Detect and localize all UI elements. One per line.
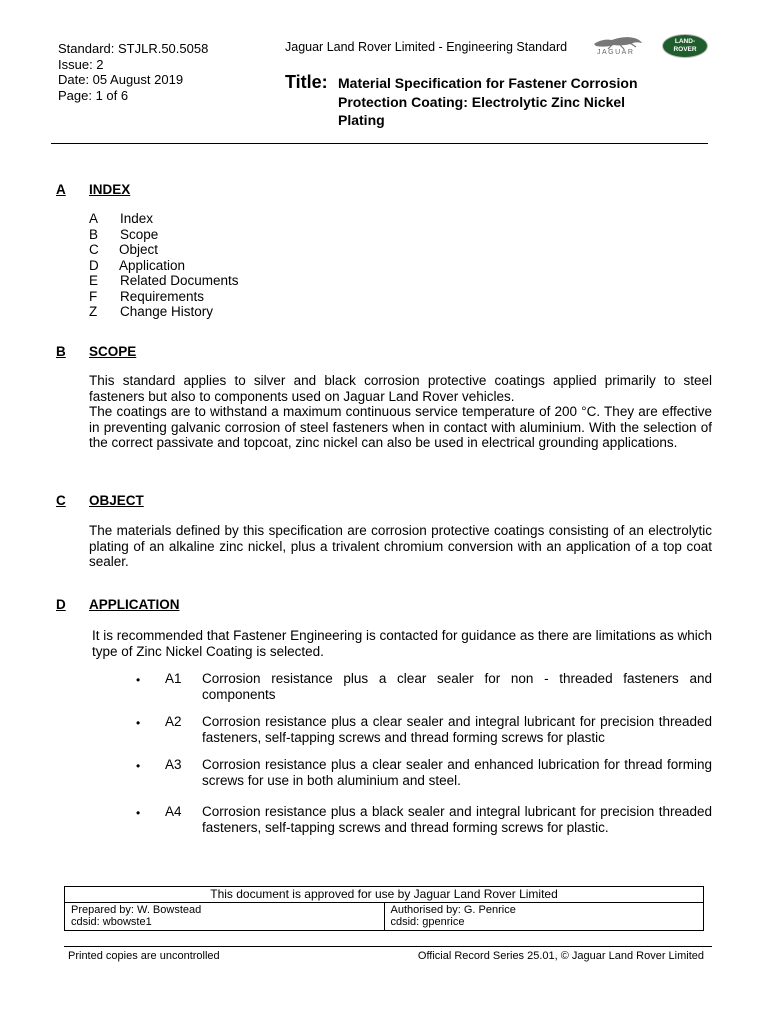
scope-paragraph: This standard applies to silver and black corrosion protective coatings applied primarily to steel fasteners but also to components used on Jaguar Land Rover vehicles. xyxy=(89,373,712,404)
index-item: E Related Documents xyxy=(89,273,239,288)
issue-number: Issue: 2 xyxy=(58,56,104,72)
coating-code: A1 xyxy=(165,671,182,686)
bullet-icon: • xyxy=(136,806,141,820)
index-list xyxy=(89,211,239,320)
header-divider xyxy=(51,143,708,144)
bullet-icon: • xyxy=(136,673,141,687)
title-line: Protection Coating: Electrolytic Zinc Nickel xyxy=(338,93,626,110)
footer-record-series: Official Record Series 25.01, © Jaguar Land Rover Limited xyxy=(417,950,704,962)
land-rover-wordmark-bottom: ROVER xyxy=(673,46,697,53)
prepared-cdsid: cdsid: wbowste1 xyxy=(71,916,152,928)
land-rover-wordmark-top: LAND- xyxy=(674,38,696,45)
application-intro: It is recommended that Fastener Engineering is contacted for guidance as there are limitations as which type of Zinc Nickel Coating is selected. xyxy=(92,628,712,659)
title-line: Plating xyxy=(338,112,385,128)
section-a-heading: INDEX xyxy=(89,182,131,197)
section-d-heading: APPLICATION xyxy=(89,597,180,612)
section-a-letter: A xyxy=(56,182,66,197)
coating-code: A4 xyxy=(165,804,182,819)
title-label: Title: xyxy=(285,72,328,92)
jaguar-wordmark: JAGUAR xyxy=(597,49,635,56)
prepared-by: Prepared by: W. Bowstead xyxy=(71,903,202,916)
section-c-heading: OBJECT xyxy=(89,493,144,508)
jaguar-logo xyxy=(592,30,644,60)
standard-number: Standard: STJLR.50.5058 xyxy=(58,41,209,56)
title-line: Material Specification for Fastener Corrosion xyxy=(338,75,638,91)
scope-body xyxy=(89,373,712,451)
section-d-letter: D xyxy=(56,597,66,612)
index-item: D Application xyxy=(89,257,186,273)
index-item: C Object xyxy=(89,242,159,257)
footer-divider xyxy=(64,946,712,947)
authorised-cdsid: cdsid: gpenrice xyxy=(390,916,465,928)
coating-description: Corrosion resistance plus a clear sealer for non - threaded fasteners and components xyxy=(202,671,712,702)
bullet-icon: • xyxy=(136,716,141,730)
index-item: Z Change History xyxy=(89,304,214,319)
section-b-heading: SCOPE xyxy=(89,344,137,359)
object-paragraph: The materials defined by this specification are corrosion protective coatings consisting of an electrolytic plating of an alkaline zinc nickel, plus a trivalent chromium conversion with an application of a top coat sealer. xyxy=(89,523,712,569)
land-rover-logo xyxy=(662,34,708,58)
prepared-by-cell xyxy=(65,902,385,930)
section-c-letter: C xyxy=(56,493,66,508)
header-meta xyxy=(58,41,208,103)
coating-description: Corrosion resistance plus a black sealer and integral lubricant for precision threaded fasteners, self-tapping screws and thread forming screws for plastic. xyxy=(202,804,712,835)
coating-description: Corrosion resistance plus a clear sealer and integral lubricant for precision threaded fasteners, self-tapping screws and thread forming screws for plastic xyxy=(202,714,712,745)
page-number: Page: 1 of 6 xyxy=(58,87,129,103)
index-item: B Scope xyxy=(89,226,159,242)
coating-code: A2 xyxy=(165,714,182,729)
approval-table xyxy=(64,886,704,931)
authorised-by-cell xyxy=(384,902,704,930)
issue-date: Date: 05 August 2019 xyxy=(58,72,184,87)
coating-code: A3 xyxy=(165,757,182,772)
coating-description: Corrosion resistance plus a clear sealer and enhanced lubrication for thread forming screws for use in both aluminium and steel. xyxy=(202,757,712,788)
scope-paragraph: The coatings are to withstand a maximum continuous service temperature of 200 °C. They are effective in preventing galvanic corrosion of steel fasteners when in contact with aluminium. With the selection of the correct passivate and topcoat, zinc nickel can also be used in electrical grounding applications. xyxy=(89,404,712,450)
company-standard-label: Jaguar Land Rover Limited - Engineering Standard xyxy=(285,40,568,54)
authorised-by: Authorised by: G. Penrice xyxy=(390,903,516,916)
index-item: F Requirements xyxy=(89,288,205,304)
document-title xyxy=(338,74,638,130)
section-b-letter: B xyxy=(56,344,66,359)
approval-heading: This document is approved for use by Jaguar Land Rover Limited xyxy=(65,887,704,903)
bullet-icon: • xyxy=(136,759,141,773)
index-item: A Index xyxy=(89,211,154,226)
footer-uncontrolled-note: Printed copies are uncontrolled xyxy=(68,950,220,962)
